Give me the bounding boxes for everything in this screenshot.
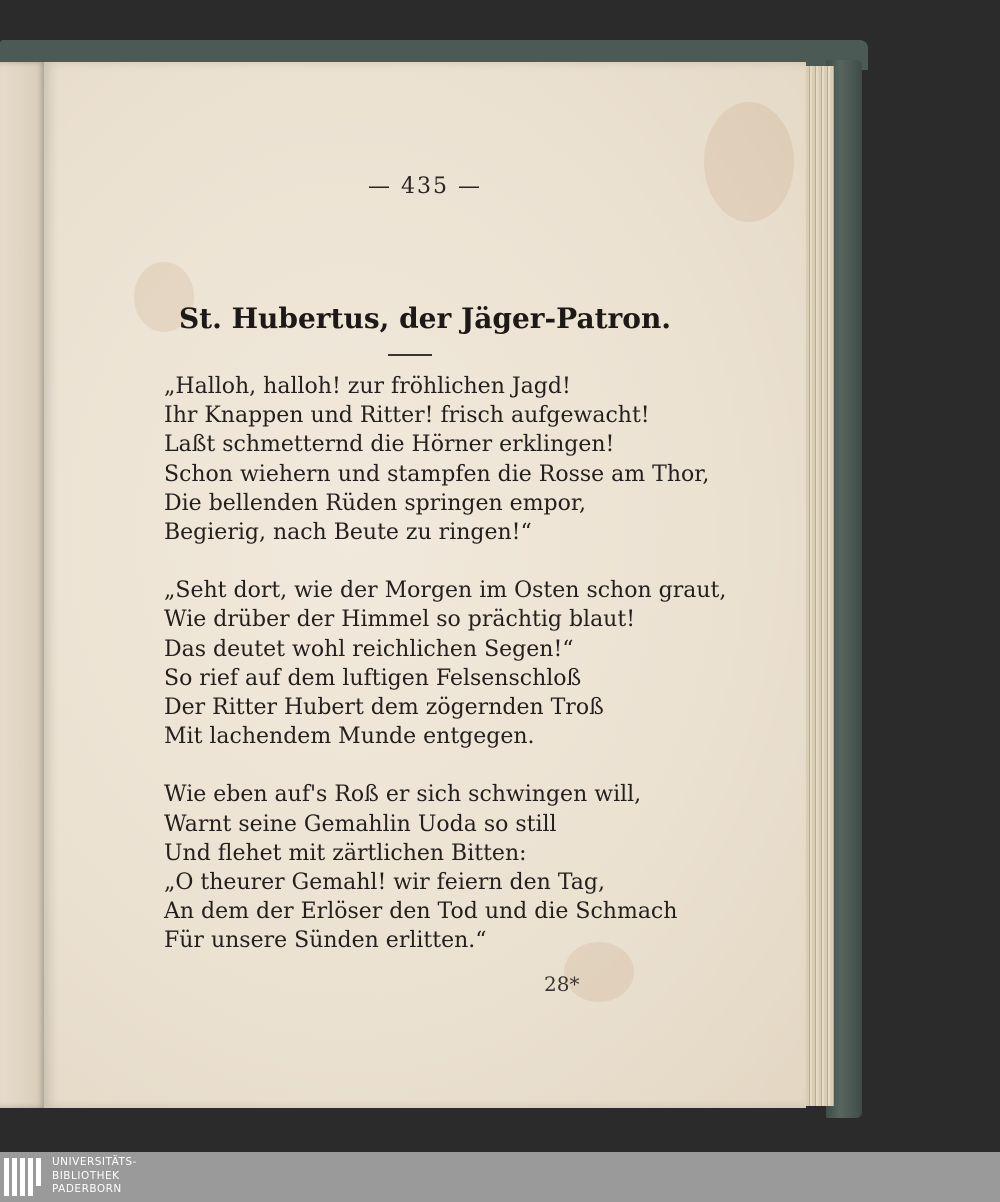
poem-line: So rief auf dem luftigen Felsenschloß (164, 665, 582, 691)
printer-signature-mark: 28* (544, 972, 580, 996)
poem-line: „Halloh, halloh! zur fröhlichen Jagd! (164, 374, 571, 399)
left-page-edge (0, 62, 46, 1108)
poem-line: Für unsere Sünden erlitten.“ (164, 928, 487, 954)
library-name-line: UNIVERSITÄTS- (52, 1156, 137, 1168)
page-number: — 435 — (368, 174, 482, 199)
poem-line: Laßt schmetternd die Hörner erklingen! (164, 432, 615, 458)
poem-line: Begierig, nach Beute zu ringen!“ (164, 520, 532, 546)
poem-line: Und flehet mit zärtlichen Bitten: (164, 840, 527, 866)
poem-line: Wie eben auf's Roß er sich schwingen will, (164, 782, 642, 808)
poem-body (164, 372, 727, 985)
poem-line: Schon wiehern und stampfen die Rosse am Thor, (164, 461, 710, 487)
library-logo-icon (4, 1158, 44, 1196)
stanza-1 (164, 372, 710, 547)
poem-line: Ihr Knappen und Ritter! frisch aufgewacht! (164, 403, 650, 429)
library-name-line: PADERBORN (52, 1183, 122, 1195)
library-name (52, 1156, 137, 1197)
library-name-line: BIBLIOTHEK (52, 1169, 120, 1182)
poem-line: Warnt seine Gemahlin Uoda so still (164, 811, 557, 837)
poem-line: Wie drüber der Himmel so prächtig blaut! (164, 607, 636, 633)
poem-line: Die bellenden Rüden springen empor, (164, 490, 586, 516)
poem-title: St. Hubertus, der Jäger-Patron. (178, 302, 672, 335)
poem-line: An dem der Erlöser den Tod und die Schmach (164, 899, 678, 925)
title-divider (388, 354, 432, 356)
book-page (44, 62, 806, 1108)
poem-line: Das deutet wohl reichlichen Segen!“ (164, 636, 574, 662)
foxing-stain (704, 102, 794, 222)
poem-line: Der Ritter Hubert dem zögernden Troß (164, 695, 604, 721)
poem-line: Mit lachendem Munde entgegen. (164, 724, 535, 750)
poem-line: „O theurer Gemahl! wir feiern den Tag, (164, 870, 605, 896)
library-footer-bar (0, 1152, 1000, 1202)
stanza-2 (164, 576, 727, 751)
stanza-3 (164, 780, 678, 955)
poem-line: „Seht dort, wie der Morgen im Osten schon graut, (164, 578, 727, 604)
